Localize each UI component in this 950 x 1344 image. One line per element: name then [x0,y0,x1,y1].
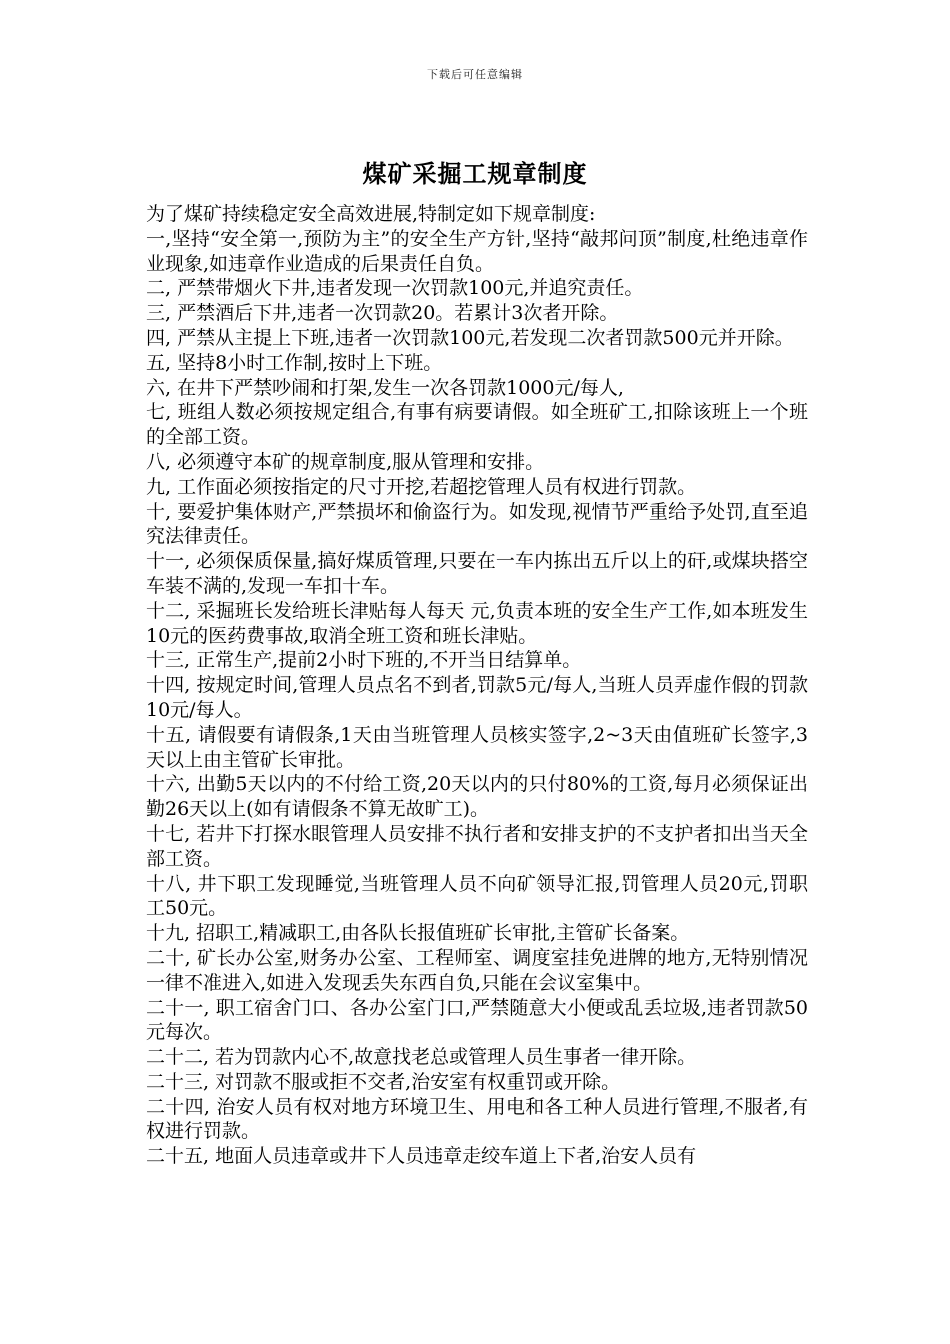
paragraph-rule-7: 七, 班组人数必须按规定组合,有事有病要请假。如全班矿工,扣除该班上一个班的全部工资。 [146,401,808,449]
paragraph-rule-19: 十九, 招职工,精减职工,由各队长报值班矿长审批,主管矿长备案。 [146,922,690,945]
paragraph-rule-15: 十五, 请假要有请假条,1天由当班管理人员核实签字,2~3天由值班矿长签字,3天以上由主管矿长审批。 [146,723,808,771]
paragraph-rule-5: 五, 坚持8小时工作制,按时上下班。 [146,351,443,374]
paragraph-rule-10: 十, 要爱护集体财产,严禁损坏和偷盗行为。如发现,视情节严重给予处罚,直至追究法律责任。 [146,500,808,548]
paragraph-rule-4: 四, 严禁从主提上下班,违者一次罚款100元,若发现二次者罚款500元并开除。 [146,326,794,349]
paragraph-rule-2: 二, 严禁带烟火下井,违者发现一次罚款100元,并追究责任。 [146,277,644,300]
paragraph-rule-14: 十四, 按规定时间,管理人员点名不到者,罚款5元/每人,当班人员弄虚作假的罚款10元/每人。 [146,674,808,721]
paragraph-rule-25: 二十五, 地面人员违章或井下人员违章走绞车道上下者,治安人员有 [146,1145,697,1168]
paragraph-rule-8: 八, 必须遵守本矿的规章制度,服从管理和安排。 [146,450,545,473]
paragraph-rule-20: 二十, 矿长办公室,财务办公室、工程师室、调度室挂免进牌的地方,无特别情况一律不准进入,如进入发现丢失东西自负,只能在会议室集中。 [146,946,808,994]
paragraph-rule-11: 十一, 必须保质保量,搞好煤质管理,只要在一车内拣出五斤以上的矸,或煤块搭空车装不满的,发现一车扣十车。 [146,550,808,597]
paragraph-rule-17: 十七, 若井下打探水眼管理人员安排不执行者和安排支护的不支护者扣出当天全部工资。 [146,822,808,870]
paragraph-intro: 为了煤矿持续稳定安全高效进展,特制定如下规章制度: [146,203,596,225]
paragraph-rule-1: 一,坚持“安全第一,预防为主”的安全生产方针,坚持“敲邦问顶”制度,杜绝违章作业现象,如违章作业造成的后果责任自负。 [146,227,808,275]
paragraph-rule-12: 十二, 采掘班长发给班长津贴每人每天 元,负责本班的安全生产工作,如本班发生10元的医药费事故,取消全班工资和班长津贴。 [146,599,808,647]
document-body [146,202,808,1169]
paragraph-rule-6: 六, 在井下严禁吵闹和打架,发生一次各罚款1000元/每人, [146,376,624,399]
paragraph-rule-23: 二十三, 对罚款不服或拒不交者,治安室有权重罚或开除。 [146,1070,621,1093]
paragraph-rule-9: 九, 工作面必须按指定的尺寸开挖,若超挖管理人员有权进行罚款。 [146,475,697,498]
paragraph-rule-13: 十三, 正常生产,提前2小时下班的,不开当日结算单。 [146,649,582,672]
paragraph-rule-24: 二十四, 治安人员有权对地方环境卫生、用电和各工种人员进行管理,不服者,有权进行罚款。 [146,1095,808,1143]
paragraph-rule-16: 十六, 出勤5天以内的不付给工资,20天以内的只付80%的工资,每月必须保证出勤26天以上(如有请假条不算无故旷工)。 [146,773,808,821]
paragraph-rule-21: 二十一, 职工宿舍门口、各办公室门口,严禁随意大小便或乱丢垃圾,违者罚款50元每次。 [146,996,808,1044]
paragraph-rule-22: 二十二, 若为罚款内心不,故意找老总或管理人员生事者一律开除。 [146,1046,697,1069]
paragraph-rule-3: 三, 严禁酒后下井,违者一次罚款20。若累计3次者开除。 [146,302,619,325]
document-title: 煤矿采掘工规章制度 [362,159,588,188]
paragraph-rule-18: 十八, 井下职工发现睡觉,当班管理人员不向矿领导汇报,罚管理人员20元,罚职工50元。 [146,872,808,920]
header-note: 下载后可任意编辑 [427,68,523,81]
